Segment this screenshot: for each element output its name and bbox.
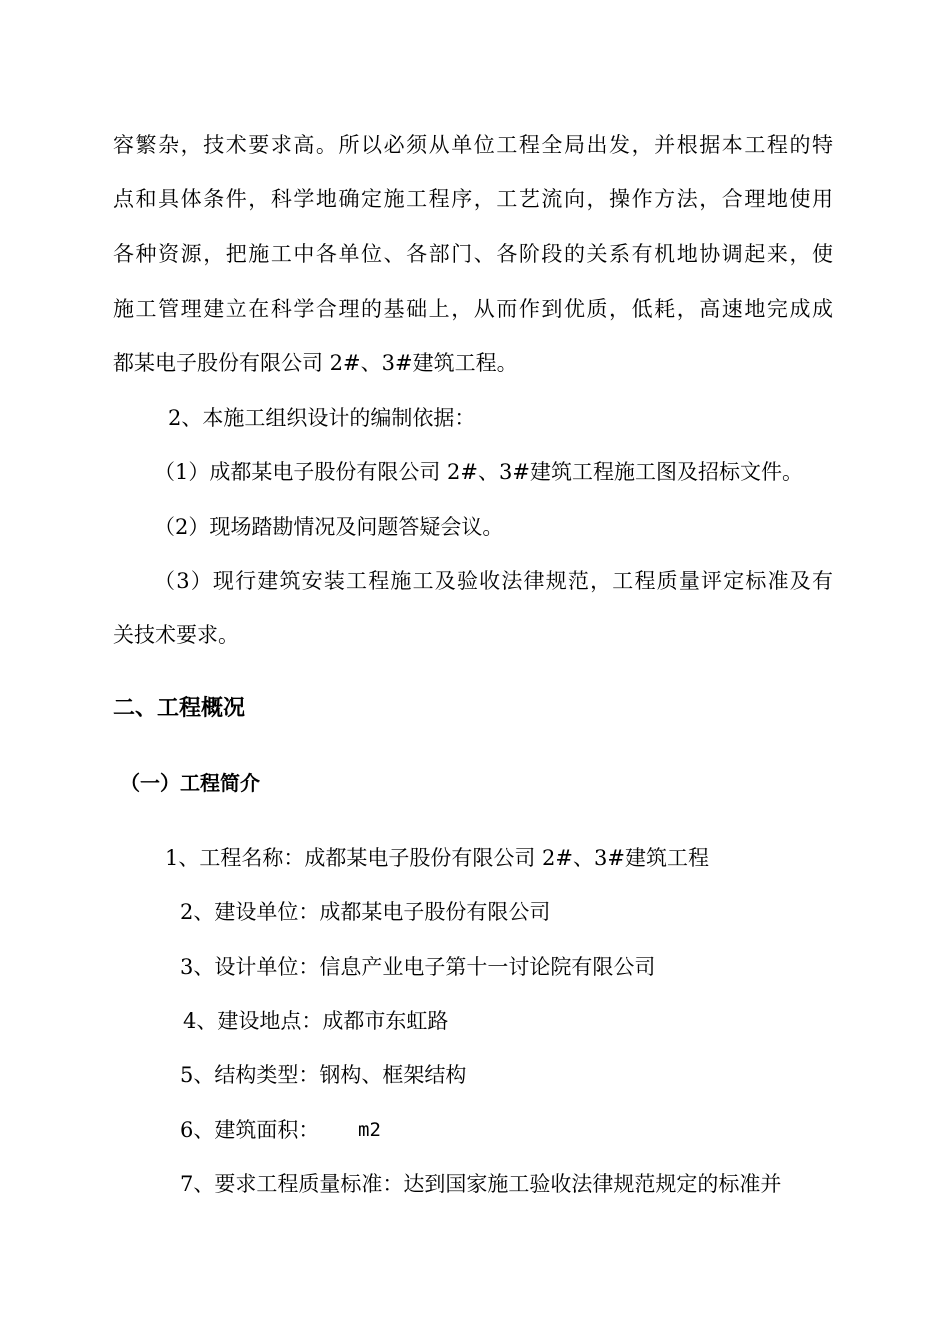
overview-item-quality: 7、要求工程质量标准：达到国家施工验收法律规范规定的标准并 xyxy=(180,1172,782,1196)
overview-item-designer: 3、设计单位：信息产业电子第十一讨论院有限公司 xyxy=(180,955,656,979)
overview-item-project-name: 1、工程名称：成都某电子股份有限公司 2#、3#建筑工程 xyxy=(165,846,709,870)
overview-item-location: 4、建设地点：成都市东虹路 xyxy=(183,1009,449,1033)
basis-item-continuation: 关技术要求。 xyxy=(113,623,239,647)
area-unit: m2 xyxy=(358,1119,381,1141)
basis-item: （3）现行建筑安装工程施工及验收法律规范，工程质量评定标准及有 xyxy=(154,569,833,593)
basis-item: （1）成都某电子股份有限公司 2#、3#建筑工程施工图及招标文件。 xyxy=(154,460,803,484)
paragraph-line: 容繁杂，技术要求高。所以必须从单位工程全局出发，并根据本工程的特 xyxy=(113,133,833,157)
overview-item-area: 6、建筑面积： xyxy=(180,1118,320,1142)
paragraph-line: 施工管理建立在科学合理的基础上，从而作到优质，低耗，高速地完成成 xyxy=(113,297,833,321)
overview-item-owner: 2、建设单位：成都某电子股份有限公司 xyxy=(180,900,551,924)
subsection-title: （一）工程简介 xyxy=(120,771,260,795)
paragraph-line: 点和具体条件，科学地确定施工程序，工艺流向，操作方法，合理地使用 xyxy=(113,187,833,211)
basis-heading: 2、本施工组织设计的编制依据： xyxy=(168,406,476,430)
paragraph-line: 各种资源，把施工中各单位、各部门、各阶段的关系有机地协调起来，使 xyxy=(113,242,833,266)
paragraph-line: 都某电子股份有限公司 2#、3#建筑工程。 xyxy=(113,351,518,375)
basis-item: （2）现场踏勘情况及问题答疑会议。 xyxy=(154,515,504,539)
section-title: 二、工程概况 xyxy=(113,696,246,721)
overview-item-structure: 5、结构类型：钢构、框架结构 xyxy=(180,1063,467,1087)
